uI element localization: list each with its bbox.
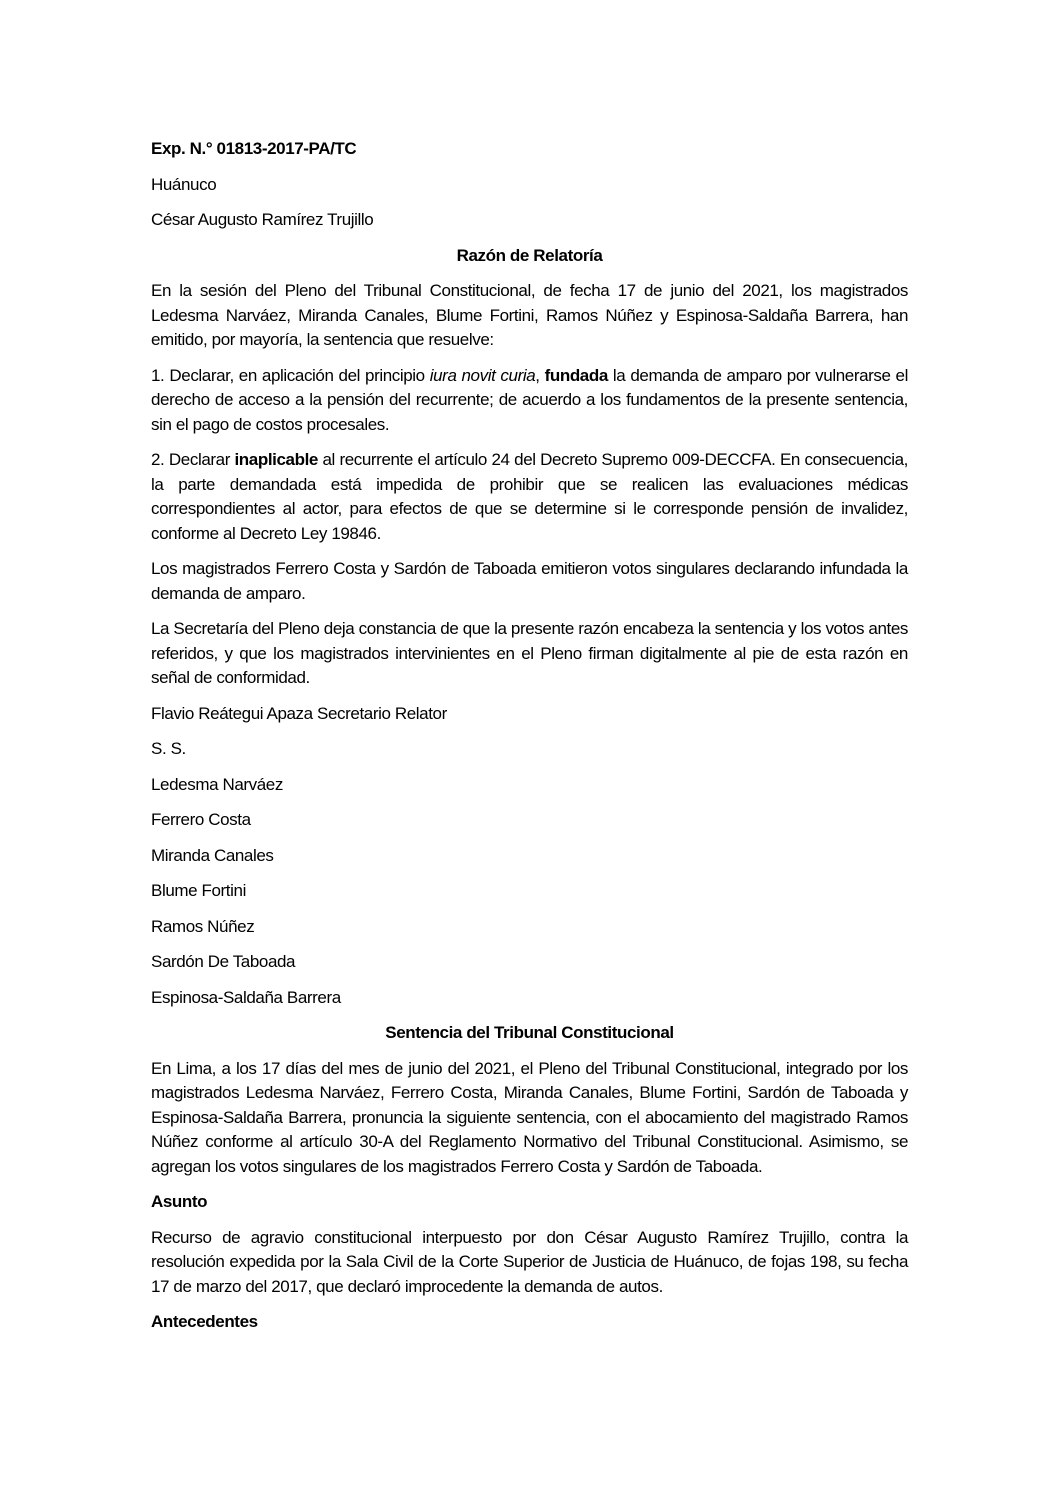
magistrado-name: Blume Fortini <box>151 881 246 900</box>
document-page <box>151 137 908 1346</box>
razon-intro: En la sesión del Pleno del Tribunal Constitucional, de fecha 17 de junio del 2021, los magistrados Ledesma Narváez, Miranda Canales, Blume Fortini, Ramos Núñez y Espinosa-Saldaña Barrera, han emitido, por mayoría, la sentencia que resuelve: <box>151 281 908 349</box>
razon-votos: Los magistrados Ferrero Costa y Sardón de Taboada emitieron votos singulares declarando infundada la demanda de amparo. <box>151 559 908 603</box>
ss-line: S. S. <box>151 739 186 758</box>
point-1-bold: fundada <box>544 365 608 385</box>
magistrado-name: Ferrero Costa <box>151 810 251 829</box>
point-1-text-c: la demanda de amparo por vulnerarse el derecho de acceso a la pensión del recurrente; de acuerdo a los fundamentos de la presente sentencia, sin el pago de costos procesales. <box>151 365 908 434</box>
case-location: Huánuco <box>151 174 217 194</box>
asunto-heading: Asunto <box>151 1192 208 1211</box>
case-number: Exp. N.° 01813-2017-PA/TC <box>151 139 357 158</box>
sentencia-intro: En Lima, a los 17 días del mes de junio del 2021, el Pleno del Tribunal Constitucional, integrado por los magistrados Ledesma Narváez, Ferrero Costa, Miranda Canales, Blume Fortini, Sardón de Taboada y Espinosa-Saldaña Barrera, pronuncia la siguiente sentencia, con el abocamiento del magistrado Ramos Núñez conforme al artículo 30-A del Reglamento Normativo del Tribunal Constitucional. Asimismo, se agregan los votos singulares de los magistrados Ferrero Costa y Sardón de Taboada. <box>151 1058 908 1176</box>
magistrado-name: Sardón De Taboada <box>151 952 296 971</box>
point-2-text-b: al recurrente el artículo 24 del Decreto Supremo 009-DECCFA. En consecuencia, la parte demandada está impedida de prohibir que se realicen las evaluaciones médicas correspondientes al actor, para efectos de que se determine si le corresponde pensión de invalidez, conforme al Decreto Ley 19846. <box>151 450 908 543</box>
case-party: César Augusto Ramírez Trujillo <box>151 210 374 229</box>
point-2-text-a: 2. Declarar <box>151 450 235 469</box>
sentencia-title: Sentencia del Tribunal Constitucional <box>385 1023 674 1042</box>
secretario-line: Flavio Reátegui Apaza Secretario Relator <box>151 703 447 723</box>
razon-constancia: La Secretaría del Pleno deja constancia de que la presente razón encabeza la sentencia y los votos antes referidos, y que los magistrados intervinientes en el Pleno firman digitalmente al pie de esta razón en señal de conformidad. <box>151 619 908 687</box>
point-1-text-b: , <box>535 365 545 385</box>
magistrado-name: Ledesma Narváez <box>151 774 283 794</box>
razon-point-1 <box>151 364 908 438</box>
point-1-text-a: 1. Declarar, en aplicación del principio <box>151 365 430 385</box>
razon-title: Razón de Relatoría <box>456 245 603 265</box>
magistrado-name: Espinosa-Saldaña Barrera <box>151 987 341 1007</box>
point-1-italic: iura novit curia <box>429 365 536 385</box>
point-2-bold: inaplicable <box>234 450 318 469</box>
razon-point-2 <box>151 448 908 546</box>
asunto-text: Recurso de agravio constitucional interpuesto por don César Augusto Ramírez Trujillo, contra la resolución expedida por la Sala Civil de la Corte Superior de Justicia de Huánuco, de fojas 198, su fecha 17 de marzo del 2017, que declaró improcedente la demanda de autos. <box>151 1227 908 1296</box>
magistrado-name: Miranda Canales <box>151 845 274 865</box>
magistrado-name: Ramos Núñez <box>151 916 255 936</box>
antecedentes-heading: Antecedentes <box>151 1312 258 1331</box>
